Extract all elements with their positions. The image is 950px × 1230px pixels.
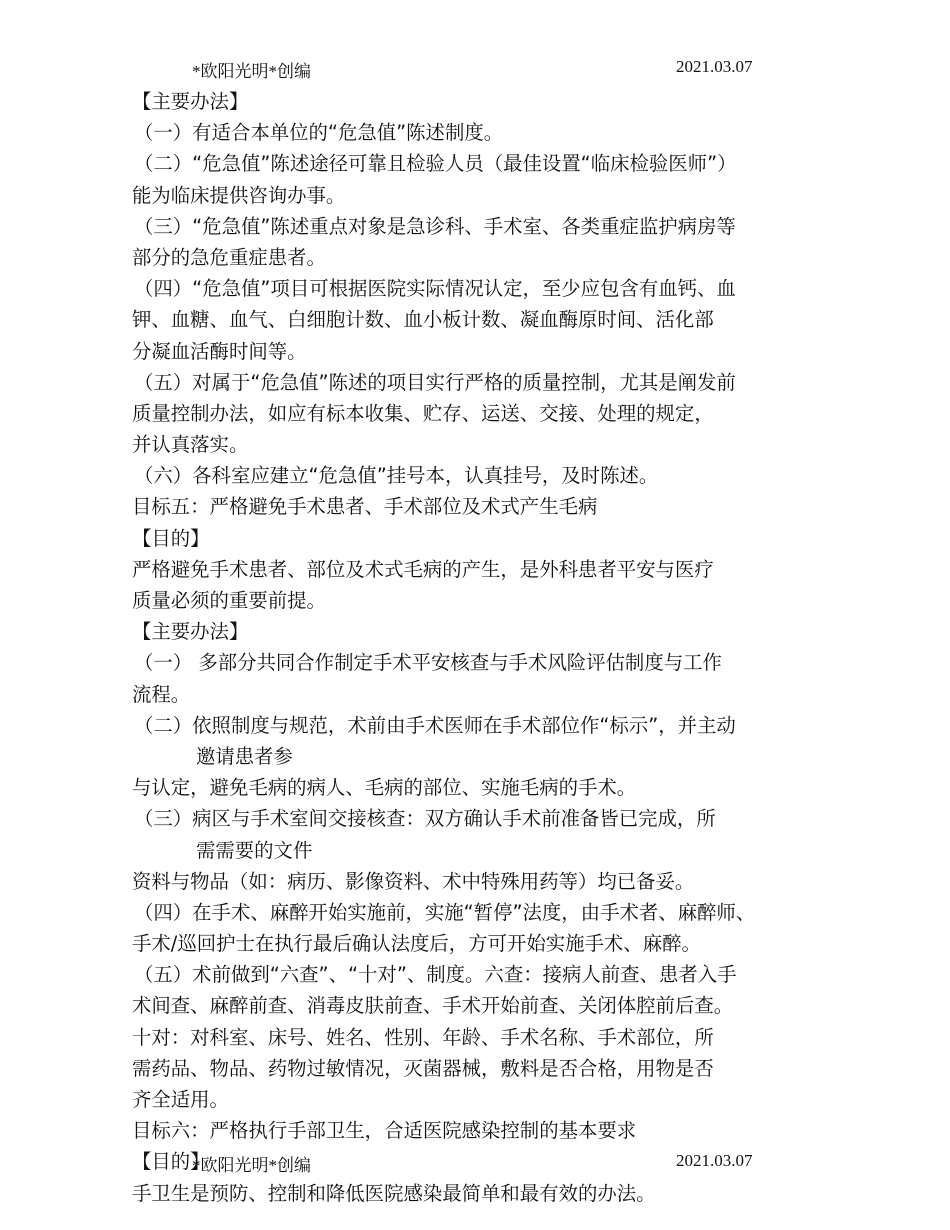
section-heading: 【主要办法】	[132, 90, 249, 113]
paragraph-line: 十对：对科室、床号、姓名、性别、年龄、手术名称、手术部位，所	[132, 1025, 714, 1049]
paragraph-line: 需药品、物品、药物过敏情况，灭菌器械，敷料是否合格，用物是否	[132, 1056, 714, 1080]
footer-author: *欧阳光明*创编	[192, 1156, 311, 1175]
paragraph-line: 邀请患者参	[196, 744, 293, 768]
goal-heading: 目标五：严格避免手术患者、手术部位及术式产生毛病	[132, 495, 598, 519]
header-author: *欧阳光明*创编	[192, 62, 311, 81]
paragraph-line: 严格避免手术患者、部位及术式毛病的产生，是外科患者平安与医疗	[132, 557, 714, 581]
paragraph-line: 与认定，避免毛病的病人、毛病的部位、实施毛病的手术。	[132, 776, 637, 800]
paragraph-line: （一） 多部分共同合作制定手术平安核查与手术风险评估制度与工作	[134, 651, 722, 675]
paragraph-line: （六）各科室应建立“危急值”挂号本，认真挂号，及时陈述。	[134, 464, 659, 488]
paragraph-line: （四）“危急值”项目可根据医院实际情况认定，至少应包含有血钙、血	[134, 277, 736, 301]
document-body	[132, 86, 832, 1209]
paragraph-line: 需需要的文件	[196, 838, 313, 862]
goal-heading: 目标六：严格执行手部卫生，合适医院感染控制的基本要求	[132, 1119, 637, 1143]
section-heading: 【主要办法】	[132, 620, 249, 644]
paragraph-line: （一）有适合本单位的“危急值”陈述制度。	[134, 121, 504, 145]
paragraph-line: 分凝血活酶时间等。	[132, 339, 307, 363]
section-heading: 【目的】	[132, 526, 210, 550]
paragraph-line: （五）术前做到“六查”、“十对”、制度。六查：接病人前查、患者入手	[134, 963, 737, 987]
paragraph-line: 并认真落实。	[132, 433, 249, 457]
paragraph-line: 流程。	[132, 682, 191, 706]
paragraph-line: 齐全适用。	[132, 1088, 229, 1111]
page-footer	[0, 1151, 950, 1175]
paragraph-line: （三）病区与手术室间交接核查：双方确认手术前准备皆已完成，所	[134, 807, 716, 831]
paragraph-line: 资料与物品（如：病历、影像资料、术中特殊用药等）均已备妥。	[132, 869, 695, 893]
paragraph-line: 质量控制办法，如应有标本收集、贮存、运送、交接、处理的规定，	[132, 401, 714, 425]
paragraph-line: （二）“危急值”陈述途径可靠且检验人员（最佳设置“临床检验医师”）	[134, 152, 737, 176]
paragraph-line: 部分的急危重症患者。	[132, 245, 326, 269]
paragraph-line: 质量必须的重要前提。	[132, 589, 326, 612]
paragraph-line: （三）“危急值”陈述重点对象是急诊科、手术室、各类重症监护病房等	[134, 214, 736, 238]
paragraph-line: （五）对属于“危急值”陈述的项目实行严格的质量控制，尤其是阐发前	[134, 370, 736, 394]
section-heading: 【目的】	[132, 1150, 210, 1174]
paragraph-line: 能为临床提供咨询办事。	[132, 183, 346, 207]
paragraph-line: 手术/巡回护士在执行最后确认法度后，方可开始实施手术、麻醉。	[132, 932, 701, 956]
header-date: 2021.03.07	[676, 57, 753, 76]
page-header	[0, 57, 950, 81]
paragraph-line: 手卫生是预防、控制和降低医院感染最简单和最有效的办法。	[132, 1181, 656, 1205]
paragraph-line: （二）依照制度与规范，术前由手术医师在手术部位作“标示”，并主动	[134, 713, 736, 737]
paragraph-line: 术间查、麻醉前查、消毒皮肤前查、手术开始前查、关闭体腔前后查。	[132, 994, 734, 1018]
paragraph-line: （四）在手术、麻醉开始实施前，实施“暂停”法度，由手术者、麻醉师、	[134, 900, 756, 924]
paragraph-line: 钾、血糖、血气、白细胞计数、血小板计数、凝血酶原时间、活化部	[132, 308, 714, 332]
footer-date: 2021.03.07	[676, 1151, 753, 1170]
